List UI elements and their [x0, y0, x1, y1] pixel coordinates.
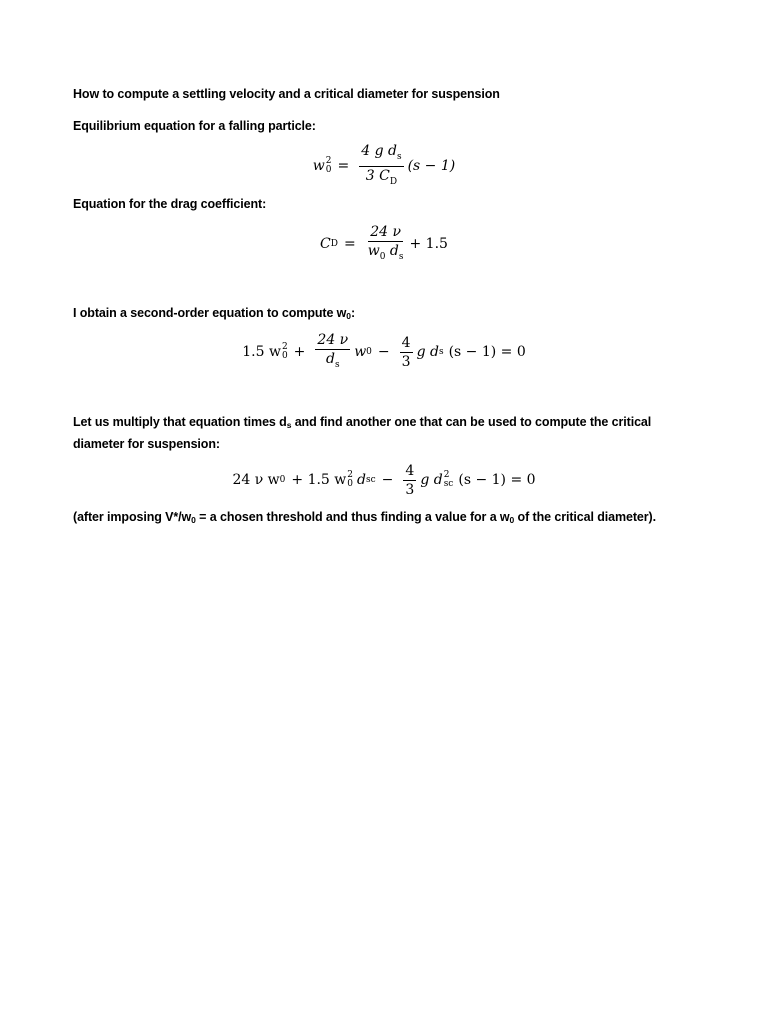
paragraph-after-imposing — [73, 508, 693, 530]
paragraph-second-order — [73, 304, 693, 326]
eq3-den-sub: s — [334, 359, 340, 370]
eq4-term-b2: d — [357, 472, 366, 488]
equation-second-order — [0, 332, 768, 372]
eq4-c-sub: sc — [443, 479, 454, 489]
eq3-b-sub: 0 — [366, 347, 372, 357]
eq4-tail: (s − 1) = 0 — [458, 472, 536, 488]
paragraph-multiply — [73, 413, 693, 454]
eq2-numerator — [368, 224, 403, 242]
eq4-term-c: g d — [420, 472, 443, 488]
after-sub-1: 0 — [191, 515, 196, 525]
eq4-c-supsub — [444, 471, 454, 489]
eq3-a-supsub — [282, 343, 288, 361]
eq2-den-text: w — [367, 242, 380, 259]
paragraph-equilibrium — [73, 117, 693, 136]
eq4-b2-sub: sc — [365, 475, 376, 485]
document-title — [73, 85, 693, 104]
after-text-pre: (after imposing V*/w — [73, 510, 192, 524]
eq4-b-sub: 0 — [347, 479, 354, 489]
second-order-post: : — [350, 306, 356, 320]
equation-critical-diameter — [0, 460, 768, 500]
eq4-a-sub: 0 — [279, 475, 286, 485]
eq3-fraction-2 — [400, 335, 413, 370]
eq4-frac-den: 3 — [405, 481, 415, 498]
drag-text: Equation for the drag coefficient: — [73, 197, 267, 211]
eq3-numerator — [315, 332, 350, 350]
after-text-mid: = a chosen threshold and thus finding a value for a w — [195, 510, 510, 524]
eq2-lhs-sub: D — [330, 239, 338, 249]
eq4-term-b: + 1.5 w — [291, 472, 347, 488]
eq1-equals: = — [337, 158, 350, 174]
eq3-fraction — [315, 332, 350, 373]
eq3-term-a: 1.5 w — [242, 344, 281, 360]
eq3-den-text: d — [326, 350, 335, 367]
eq1-num-text: 4 g d — [361, 142, 397, 159]
eq3-c-sub: s — [438, 347, 444, 357]
eq1-denominator — [364, 167, 399, 190]
eq2-den-mid: d — [385, 242, 399, 259]
eq2-den-sub1: 0 — [379, 251, 386, 262]
eq2-num-text: 24 ν — [370, 223, 401, 240]
after-text-post: of the critical diameter). — [514, 510, 656, 524]
eq3-plus: + — [293, 344, 306, 360]
second-order-sub: 0 — [346, 311, 351, 321]
eq4-b-supsub — [347, 471, 353, 489]
eq2-fraction — [366, 224, 406, 265]
eq1-lhs-sub: 0 — [325, 165, 332, 175]
eq4-term-a: 24 ν w — [232, 472, 280, 488]
eq1-numerator — [359, 143, 403, 167]
eq3-term-c: g d — [416, 344, 439, 360]
eq2-tail: + 1.5 — [409, 236, 448, 252]
after-sub-2: 0 — [509, 515, 515, 525]
paragraph-drag — [73, 195, 693, 214]
eq4-c-sup: 2 — [443, 470, 450, 480]
eq3-num-text: 24 ν — [317, 331, 349, 348]
eq1-den-text: 3 C — [365, 167, 390, 184]
eq4-b-sup: 2 — [347, 470, 354, 480]
eq1-fraction — [359, 143, 403, 190]
multiply-text: Let us multiply that equation times d — [73, 415, 287, 429]
eq2-denominator — [366, 242, 406, 265]
eq3-term-b: w — [354, 344, 367, 360]
eq4-frac-num: 4 — [405, 462, 415, 479]
eq2-equals: = — [343, 236, 356, 252]
eq3-a-sup: 2 — [281, 342, 288, 352]
eq1-den-sub: D — [389, 176, 398, 187]
eq3-minus: − — [377, 344, 390, 360]
equation-drag-coefficient — [0, 224, 768, 264]
eq1-lhs-sup: 2 — [325, 156, 332, 166]
equilibrium-text: Equilibrium equation for a falling particle: — [73, 119, 316, 133]
eq3-denominator — [324, 350, 342, 373]
eq3-a-sub: 0 — [281, 351, 288, 361]
eq1-lhs-supsub — [326, 157, 332, 175]
equation-settling-velocity — [0, 142, 768, 187]
eq3-frac2-num: 4 — [401, 334, 411, 351]
eq4-fraction — [403, 463, 416, 498]
eq4-minus: − — [381, 472, 394, 488]
title-text: How to compute a settling velocity and a critical diameter for suspension — [73, 87, 500, 101]
eq2-den-sub2: s — [398, 251, 404, 262]
eq3-frac2-den: 3 — [401, 353, 411, 370]
eq1-lhs-var: w — [312, 158, 325, 174]
multiply-sub: s — [286, 420, 292, 430]
eq1-tail: (s − 1) — [407, 158, 456, 174]
eq3-tail: (s − 1) = 0 — [448, 344, 526, 360]
second-order-text: I obtain a second-order equation to compute w — [73, 306, 347, 320]
multiply-post: and find another one that can be used to compute the critical diameter for suspension: — [73, 415, 652, 451]
eq1-num-sub: s — [396, 151, 402, 162]
eq2-lhs-var: C — [320, 236, 331, 252]
